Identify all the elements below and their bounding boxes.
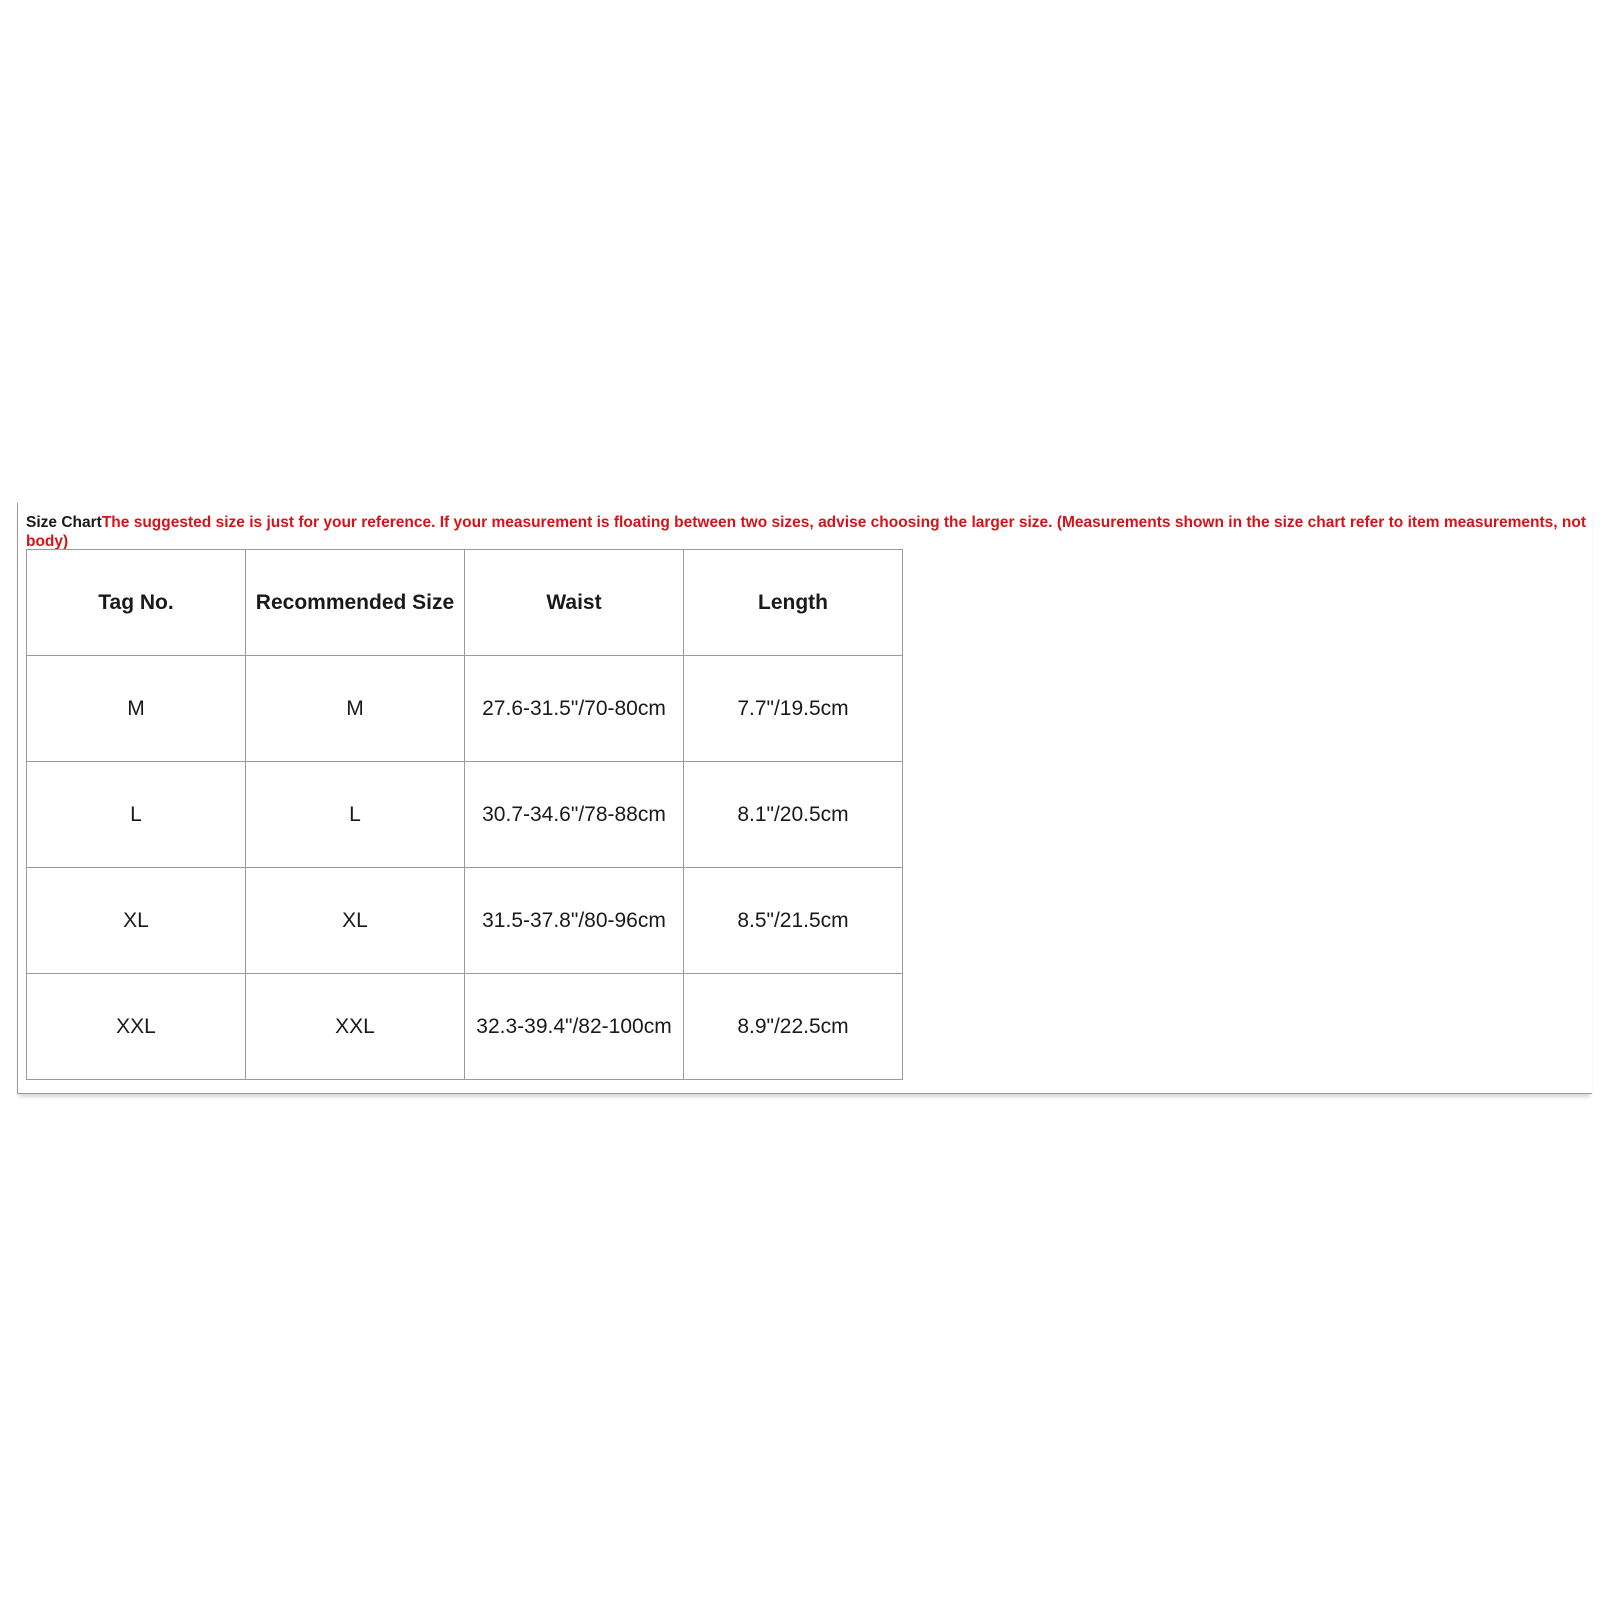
cell-waist: 32.3-39.4"/82-100cm [465,974,684,1080]
table-row [27,656,903,762]
cell-tag-no: L [27,762,246,868]
header-recommended-size: Recommended Size [246,550,465,656]
header-tag-no: Tag No. [27,550,246,656]
size-chart-heading [26,513,1586,551]
cell-recommended-size: XL [246,868,465,974]
cell-length: 8.5"/21.5cm [684,868,903,974]
cell-tag-no: XXL [27,974,246,1080]
table-row [27,974,903,1080]
cell-tag-no: XL [27,868,246,974]
table-row [27,868,903,974]
header-length: Length [684,550,903,656]
cell-length: 8.9"/22.5cm [684,974,903,1080]
size-chart-label: Size Chart [26,514,102,531]
cell-tag-no: M [27,656,246,762]
cell-length: 8.1"/20.5cm [684,762,903,868]
table-row [27,762,903,868]
size-chart-note: The suggested size is just for your reference. If your measurement is floating between two sizes, advise choosing the larger size. (Measurements shown in the size chart refer to item measurements, not body) [26,514,1586,550]
cell-waist: 31.5-37.8"/80-96cm [465,868,684,974]
cell-length: 7.7"/19.5cm [684,656,903,762]
header-waist: Waist [465,550,684,656]
cell-waist: 30.7-34.6"/78-88cm [465,762,684,868]
table-header-row [27,550,903,656]
cell-recommended-size: M [246,656,465,762]
cell-recommended-size: L [246,762,465,868]
size-table [26,549,903,1080]
cell-recommended-size: XXL [246,974,465,1080]
cell-waist: 27.6-31.5"/70-80cm [465,656,684,762]
size-chart-panel [17,503,1592,1094]
